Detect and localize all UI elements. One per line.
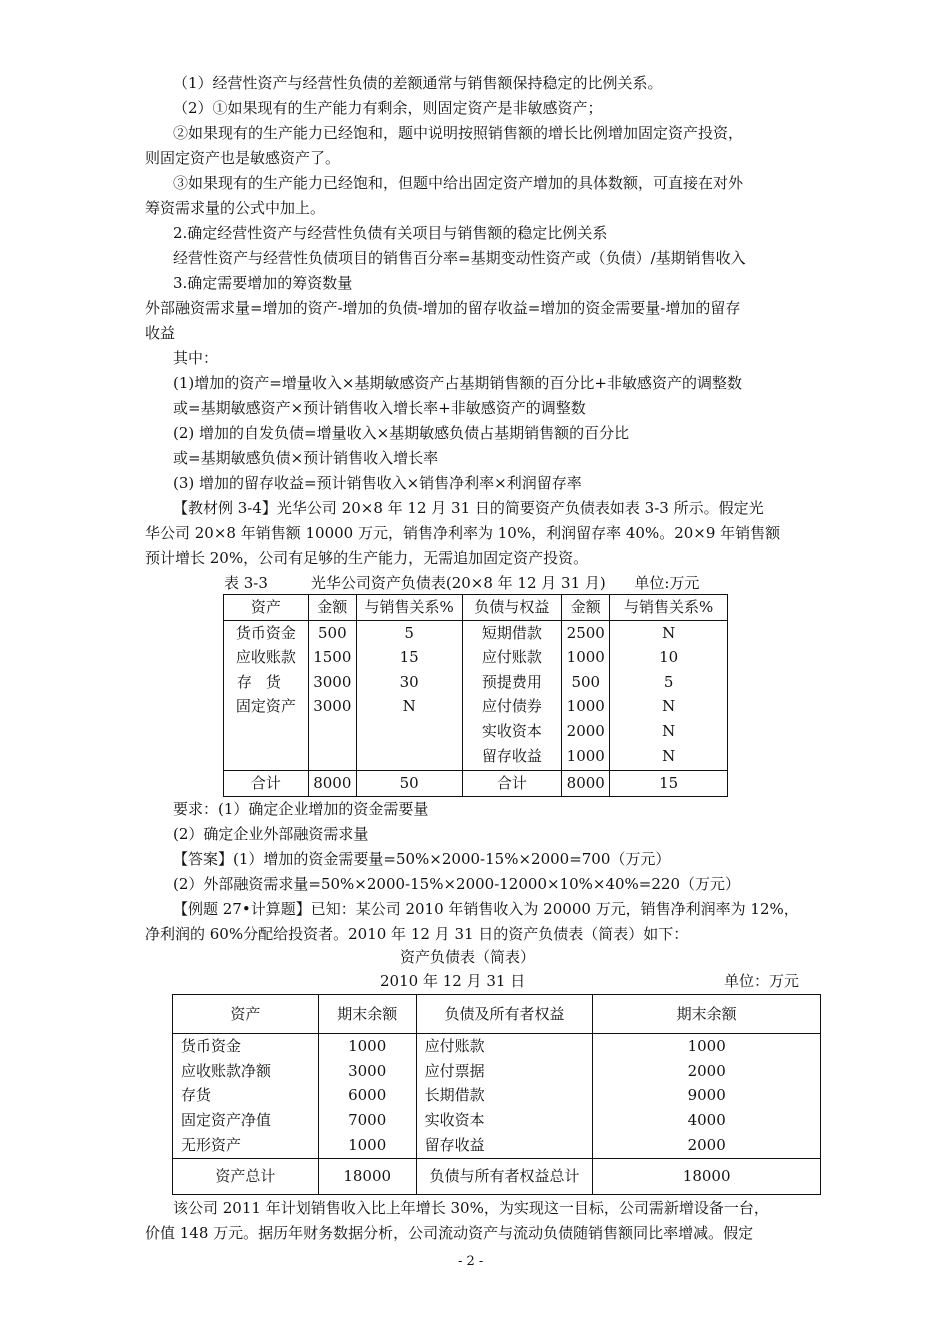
table-date: 2010 年 12 月 31 日	[380, 972, 526, 990]
page-number: - 2 -	[458, 1254, 484, 1269]
table-cell: 应收账款	[224, 645, 309, 670]
paragraph: ②如果现有的生产能力已经饱和，题中说明按照销售额的增长比例增加固定资产投资，	[173, 124, 744, 142]
table-cell: 固定资产净值	[173, 1108, 319, 1133]
table-cell: 存货	[173, 1083, 319, 1108]
table-total-row	[173, 1158, 821, 1194]
table-cell: 8000	[308, 771, 356, 797]
table-cell: 货币资金	[173, 1034, 319, 1059]
formula-line: (2) 增加的自发负债=增量收入×基期敏感负债占基期销售额的百分比	[173, 424, 630, 442]
table-row	[224, 744, 728, 771]
paragraph: ③如果现有的生产能力已经饱和，但题中给出固定资产增加的具体数额，可直接在对外	[173, 174, 744, 192]
column-header: 期末余额	[318, 995, 416, 1034]
table-cell: 固定资产	[224, 694, 309, 719]
table-row	[224, 694, 728, 719]
table-row	[173, 1083, 821, 1108]
table-cell: 应付账款	[416, 1034, 593, 1059]
table-cell: N	[610, 694, 728, 719]
section-heading: 3.确定需要增加的筹资数量	[173, 274, 353, 292]
table-cell: N	[610, 744, 728, 771]
column-header: 期末余额	[593, 995, 821, 1034]
table-cell: N	[610, 719, 728, 744]
table-cell: 应收账款净额	[173, 1059, 319, 1084]
formula-line: 外部融资需求量=增加的资产-增加的负债-增加的留存收益=增加的资金需要量-增加的留存	[145, 299, 741, 317]
table-header-row	[173, 995, 821, 1034]
table-cell: 长期借款	[416, 1083, 593, 1108]
table-cell: 3000	[308, 694, 356, 719]
table-cell: 2000	[593, 1059, 821, 1084]
formula-line: 或=基期敏感负债×预计销售收入增长率	[173, 449, 439, 467]
table-header-row	[224, 595, 728, 621]
table-cell: 应付票据	[416, 1059, 593, 1084]
table-cell: 18000	[318, 1158, 416, 1194]
section-heading: 2.确定经营性资产与经营性负债有关项目与销售额的稳定比例关系	[173, 224, 608, 242]
formula-line: 经营性资产与经营性负债项目的销售百分率=基期变动性资产或（负债）/基期销售收入	[173, 249, 746, 267]
question-line: (2）确定企业外部融资需求量	[173, 825, 369, 843]
table-cell: 2000	[593, 1133, 821, 1158]
column-header: 金额	[308, 595, 356, 621]
table-cell: 负债与所有者权益总计	[416, 1158, 593, 1194]
table-cell: 实收资本	[462, 719, 562, 744]
table-row	[173, 1059, 821, 1084]
table-cell: 5	[356, 620, 462, 645]
table-cell: 10	[610, 645, 728, 670]
table-cell: 应付债券	[462, 694, 562, 719]
example-paragraph: 【教材例 3-4】光华公司 20×8 年 12 月 31 日的简要资产负债表如表 3-3 所示。假定光	[173, 499, 764, 517]
formula-line: 或=基期敏感资产×预计销售收入增长率+非敏感资产的调整数	[173, 399, 586, 417]
table-cell: 1000	[562, 694, 610, 719]
column-header: 金额	[562, 595, 610, 621]
table-cell	[224, 744, 309, 771]
table-cell: 4000	[593, 1108, 821, 1133]
paragraph: （2）①如果现有的生产能力有剩余，则固定资产是非敏感资产；	[173, 99, 603, 117]
answer-line: (2）外部融资需求量=50%×2000-15%×2000-12000×10%×40%=220（万元）	[173, 875, 740, 893]
table-cell: 30	[356, 670, 462, 695]
question-line: 要求：(1）确定企业增加的资金需要量	[173, 800, 429, 818]
column-header: 资产	[173, 995, 319, 1034]
table-cell: 1000	[562, 645, 610, 670]
column-header: 负债及所有者权益	[416, 995, 593, 1034]
paragraph: 其中：	[173, 349, 219, 367]
column-header: 负债与权益	[462, 595, 562, 621]
table-cell: 预提费用	[462, 670, 562, 695]
table-row	[224, 645, 728, 670]
table-cell: 18000	[593, 1158, 821, 1194]
answer-line: 【答案】(1）增加的资金需要量=50%×2000-15%×2000=700（万元）	[173, 850, 671, 868]
table-cell: 留存收益	[462, 744, 562, 771]
balance-sheet-table-2010	[172, 994, 821, 1195]
paragraph: 筹资需求量的公式中加上。	[145, 199, 326, 217]
formula-line: (1)增加的资产=增量收入×基期敏感资产占基期销售额的百分比+非敏感资产的调整数	[173, 374, 742, 392]
example-paragraph: 华公司 20×8 年销售额 10000 万元，销售净利率为 10%，利润留存率 40%。20×9 年销售额	[145, 524, 781, 542]
table-cell: 9000	[593, 1083, 821, 1108]
table-cell: 1000	[593, 1034, 821, 1059]
balance-sheet-table-3-3	[223, 594, 728, 797]
table-cell: 资产总计	[173, 1158, 319, 1194]
table-cell	[356, 744, 462, 771]
table-cell: 1000	[318, 1133, 416, 1158]
table-cell: 3000	[318, 1059, 416, 1084]
table-cell: 合计	[224, 771, 309, 797]
paragraph: 价值 148 万元。据历年财务数据分析，公司流动资产与流动负债随销售额同比率增减。假定	[145, 1224, 754, 1242]
table-cell: 无形资产	[173, 1133, 319, 1158]
table-cell: 存货	[224, 670, 309, 695]
table-cell: 货币资金	[224, 620, 309, 645]
table-row	[173, 1108, 821, 1133]
table-cell: 1000	[562, 744, 610, 771]
table-cell: 短期借款	[462, 620, 562, 645]
column-header: 与销售关系%	[610, 595, 728, 621]
table-cell: 15	[610, 771, 728, 797]
table-cell	[308, 719, 356, 744]
table-cell: 6000	[318, 1083, 416, 1108]
table-unit: 单位：万元	[724, 972, 800, 990]
formula-line: 收益	[145, 324, 176, 342]
table-cell: 1000	[318, 1034, 416, 1059]
table-cell: 应付账款	[462, 645, 562, 670]
table-cell: 8000	[562, 771, 610, 797]
table-cell: 实收资本	[416, 1108, 593, 1133]
paragraph: 该公司 2011 年计划销售收入比上年增长 30%，为实现这一目标，公司需新增设备一台，	[173, 1199, 769, 1217]
column-header: 与销售关系%	[356, 595, 462, 621]
paragraph: （1）经营性资产与经营性负债的差额通常与销售额保持稳定的比例关系。	[173, 74, 663, 92]
table-row	[224, 670, 728, 695]
table-row	[173, 1133, 821, 1158]
table-cell: 50	[356, 771, 462, 797]
table-cell: 合计	[462, 771, 562, 797]
table-cell: 7000	[318, 1108, 416, 1133]
table-cell	[356, 719, 462, 744]
table-cell: 留存收益	[416, 1133, 593, 1158]
table-row	[224, 719, 728, 744]
table-cell: 500	[308, 620, 356, 645]
example-paragraph: 预计增长 20%，公司有足够的生产能力，无需追加固定资产投资。	[145, 549, 589, 567]
table-total-row	[224, 771, 728, 797]
example-paragraph: 净利润的 60%分配给投资者。2010 年 12 月 31 日的资产负债表（简表）如下：	[145, 925, 689, 943]
table-caption: 表 3-3 光华公司资产负债表(20×8 年 12 月 31 月) 单位:万元	[224, 574, 700, 592]
paragraph: 则固定资产也是敏感资产了。	[145, 149, 341, 167]
table-cell: N	[610, 620, 728, 645]
table-cell	[308, 744, 356, 771]
table-cell: 2000	[562, 719, 610, 744]
table-cell: 5	[610, 670, 728, 695]
example-paragraph: 【例题 27•计算题】已知：某公司 2010 年销售收入为 20000 万元，销售净利润率为 12%，	[173, 900, 799, 918]
column-header: 资产	[224, 595, 309, 621]
table-cell	[224, 719, 309, 744]
table-row	[224, 620, 728, 645]
table-cell: 1500	[308, 645, 356, 670]
table-title: 资产负债表（简表）	[400, 948, 536, 966]
table-cell: 15	[356, 645, 462, 670]
table-cell: N	[356, 694, 462, 719]
table-cell: 3000	[308, 670, 356, 695]
table-row	[173, 1034, 821, 1059]
table-cell: 500	[562, 670, 610, 695]
formula-line: (3) 增加的留存收益=预计销售收入×销售净利率×利润留存率	[173, 474, 582, 492]
table-cell: 2500	[562, 620, 610, 645]
